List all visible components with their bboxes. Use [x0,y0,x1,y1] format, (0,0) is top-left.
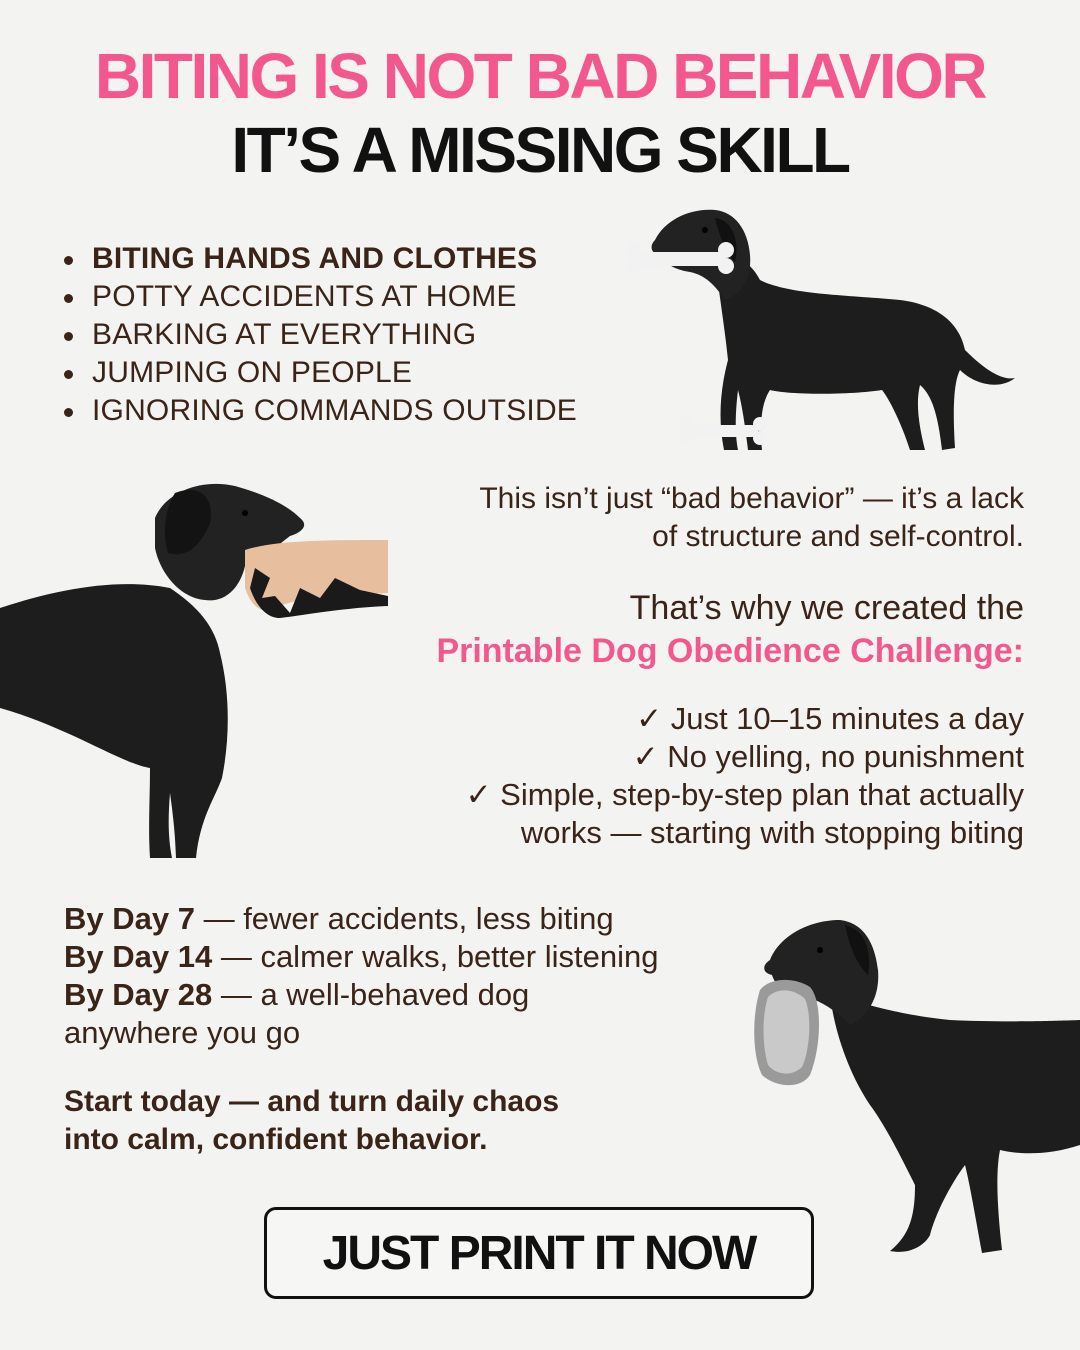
problem-item: BITING HANDS AND CLOTHES [62,240,577,278]
intro-line: This isn’t just “bad behavior” — it’s a lack [479,482,1024,515]
closing-line: Start today — and turn daily chaos [64,1085,560,1118]
headline-line1: BITING IS NOT BAD BEHAVIOR [94,40,986,112]
benefit-text: Simple, step-by-step plan that actually [500,777,1024,812]
timeline-day: By Day 7 [64,901,195,936]
problem-list [62,240,577,430]
timeline-text: — fewer accidents, less biting [194,901,614,936]
timeline-text: — a well-behaved dog [212,977,530,1012]
problem-item: BARKING AT EVERYTHING [62,316,577,354]
headline-line2: IT’S A MISSING SKILL [231,114,849,186]
dog-with-bone-icon [620,200,1040,460]
timeline-text: — calmer walks, better listening [212,939,659,974]
intro-paragraph [344,480,1024,556]
print-now-button[interactable]: JUST PRINT IT NOW [264,1207,814,1299]
closing-statement [64,1083,664,1159]
offer-line: That’s why we created the [629,589,1024,627]
offer-product-name: Printable Dog Obedience Challenge: [436,632,1024,670]
timeline-item [64,938,744,976]
timeline-item [64,900,744,938]
timeline-day: By Day 28 [64,977,213,1012]
benefit-item-continued: works — starting with stopping biting [520,815,1024,850]
timeline-item [64,976,744,1014]
benefit-item [324,776,1024,814]
check-icon: ✓ [632,739,659,774]
benefit-item [324,738,1024,776]
benefits-checklist [324,700,1024,852]
check-icon: ✓ [465,777,492,812]
offer-paragraph [324,587,1024,673]
timeline [64,900,744,1052]
timeline-tail: anywhere you go [64,1015,301,1050]
problem-item: JUMPING ON PEOPLE [62,354,577,392]
problem-item: IGNORING COMMANDS OUTSIDE [62,392,577,430]
problem-item: POTTY ACCIDENTS AT HOME [62,278,577,316]
closing-line: into calm, confident behavior. [64,1123,488,1156]
benefit-item [324,700,1024,738]
benefit-text: No yelling, no punishment [667,739,1024,774]
check-icon: ✓ [636,701,663,736]
intro-line: of structure and self-control. [652,520,1024,553]
benefit-text: Just 10–15 minutes a day [670,701,1024,736]
timeline-day: By Day 14 [64,939,213,974]
